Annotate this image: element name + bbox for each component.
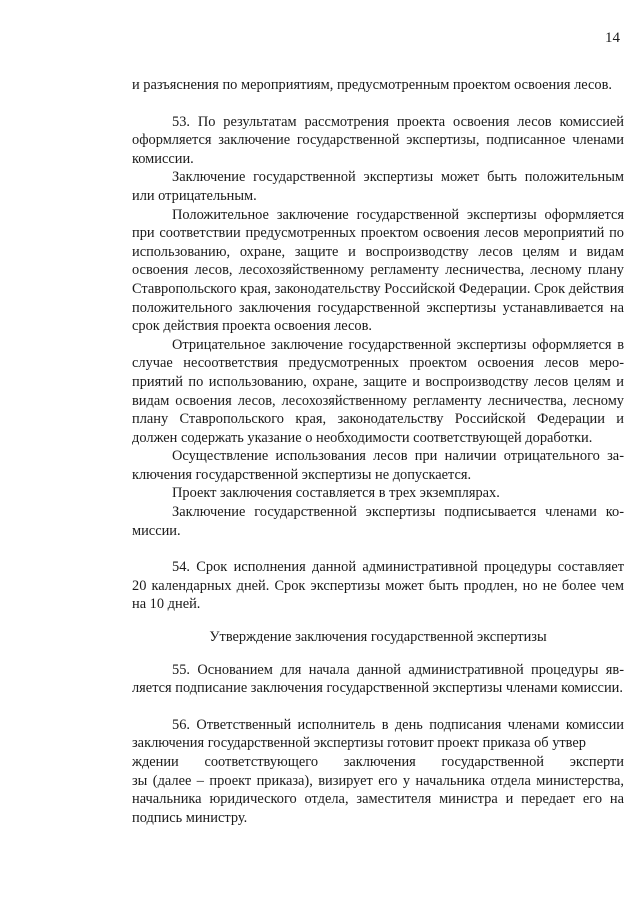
paragraph-negative-conclusion: Отрицательное заключение государственной экспертизы оформляется в случае несоответствия предусмотренных проектом освоения лесов мероприятий по использованию, охране, защите и воспроизводству лесов целям и видам освоения лесов, лесохозяйственному регламенту лесничества, лесному плану Ставропольского края, законодательству Российской Федерации и должен содержать указание о необходимости соответствующей доработки. <box>132 336 624 446</box>
word: соответствующего <box>204 754 319 770</box>
paragraph-signing: Заключение государственной экспертизы подписывается членами комиссии. <box>132 504 624 539</box>
paragraph-continuation: и разъяснения по мероприятиям, предусмотренным проектом освоения лесов. <box>132 77 613 93</box>
paragraph-positive-conclusion: Положительное заключение государственной экспертизы оформляется при соответствии предусмотренных проектом освоения лесов мероприятий по использованию, охране, защите и воспроизводству лесов целям и видам освоения лесов, лесохозяйственному регламенту лесничества, лесному плану Ставропольского края, законодательству Российской Федерации. Срок действия положительного заключения государственной экспертизы устанавливается на срок действия проекта освоения лесов. <box>132 206 624 335</box>
paragraph-conclusion-types: Заключение государственной экспертизы может быть положительным или отрицательным. <box>132 169 624 204</box>
section-heading: Утверждение заключения государственной экспертизы <box>209 629 547 646</box>
paragraph-54: 54. Срок исполнения данной административной процедуры составляет 20 календарных дней. Срок экспертизы может быть продлен, но не более чем на 10 дней. <box>132 559 624 613</box>
paragraph-56 <box>132 716 624 828</box>
paragraph-56-end: зы (далее – проект приказа), визирует его у начальника отдела министерства, начальника юридического отдела, заместителя министра и передает его на подпись министру. <box>132 772 624 826</box>
page-number: 14 <box>605 30 620 46</box>
word: заключения <box>343 754 416 770</box>
paragraph-negative-usage: Осуществление использования лесов при наличии отрицательного заключения государственной экспертизы не допускается. <box>132 448 624 483</box>
paragraph-53: 53. По результатам рассмотрения проекта освоения лесов комиссией оформляется заключение государственной экспертизы, подписанное членами комиссии. <box>132 113 624 167</box>
paragraph-56-start: 56. Ответственный исполнитель в день подписания членами комиссии заключения государственной экспертизы готовит проект приказа об утвер <box>132 716 624 752</box>
paragraph-56-spread-line <box>132 753 624 772</box>
paragraph-copies: Проект заключения составляется в трех экземплярах. <box>172 485 500 502</box>
word: эксперти <box>569 754 624 770</box>
word: ждении <box>132 754 179 770</box>
paragraph-55: 55. Основанием для начала данной административной процедуры является подписание заключения государственной экспертизы членами комиссии. <box>132 661 624 697</box>
document-body <box>132 76 624 827</box>
word: государственной <box>441 754 545 770</box>
